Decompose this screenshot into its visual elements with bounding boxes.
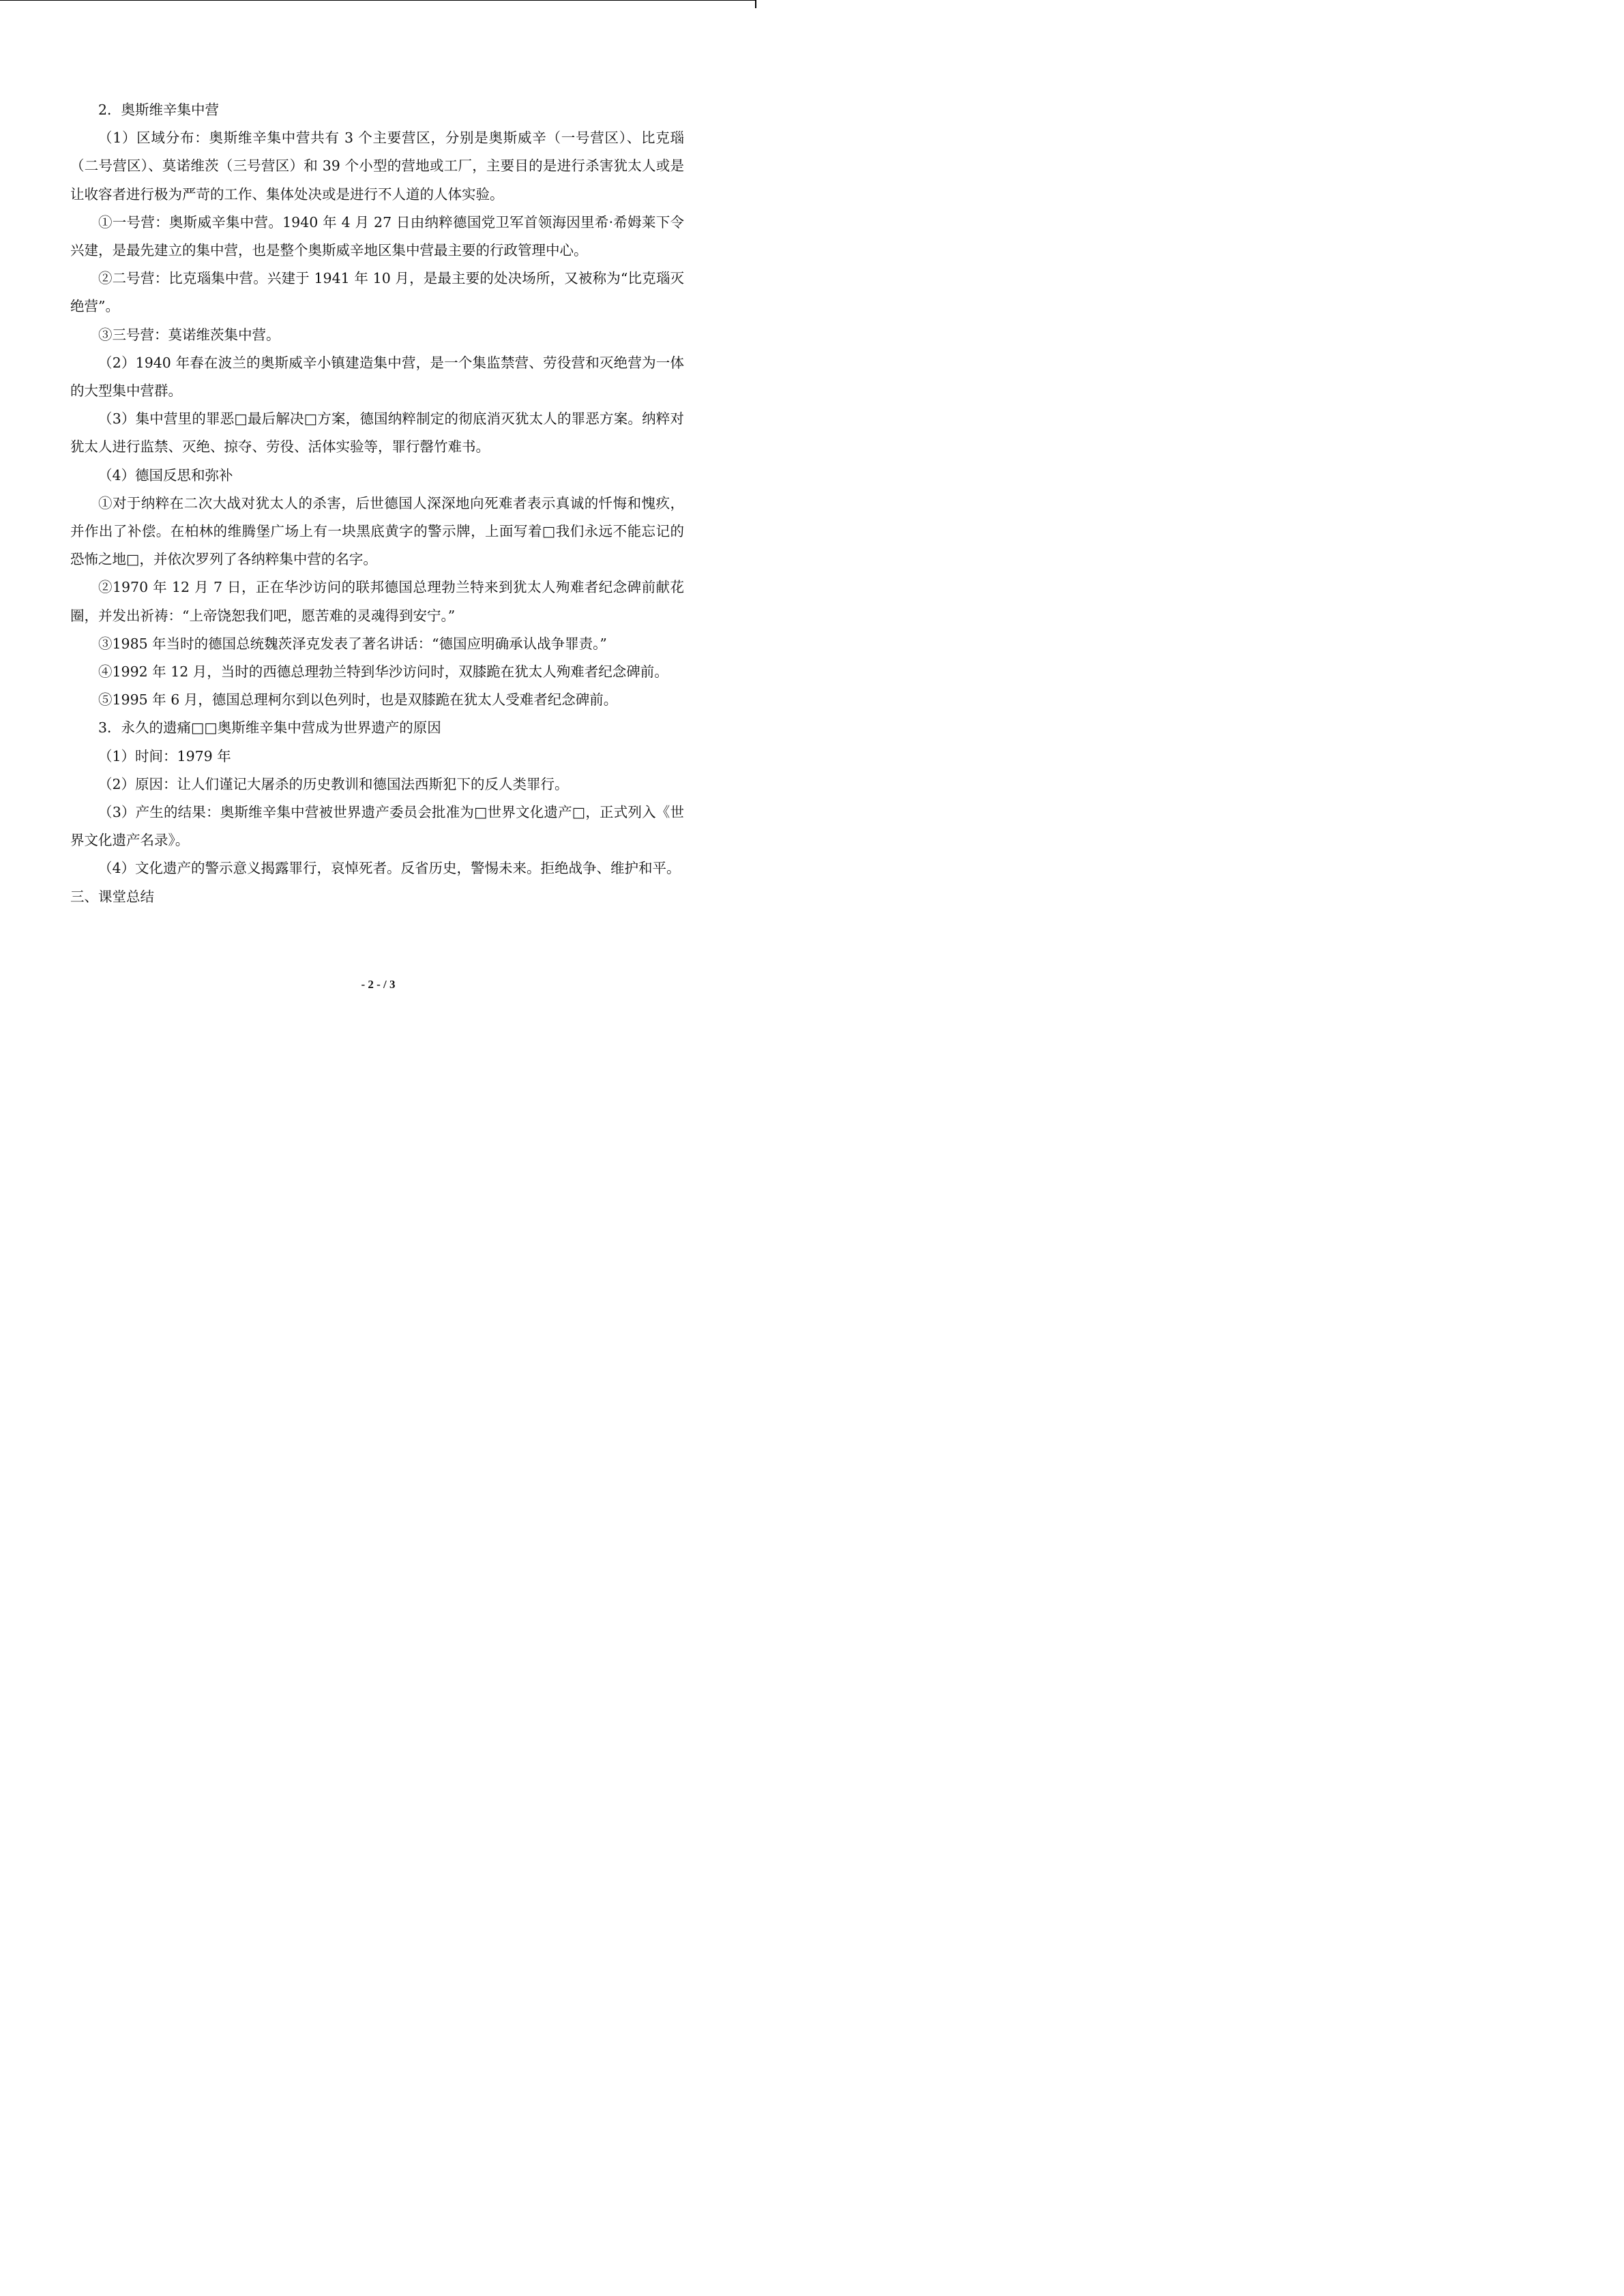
paragraph-heritage-result: （3）产生的结果：奥斯维辛集中营被世界遗产委员会批准为□世界文化遗产□，正式列入《世界文化遗产名录》。 <box>70 804 684 849</box>
paragraph-heritage-reason: （2）原因：让人们谨记大屠杀的历史教训和德国法西斯犯下的反人类罪行。 <box>98 775 569 792</box>
paragraph-heritage-time: （1）时间：1979 年 <box>98 747 231 764</box>
page-top-border <box>0 0 756 1</box>
heading-world-heritage: 3．永久的遗痛□□奥斯维辛集中营成为世界遗产的原因 <box>98 719 441 736</box>
paragraph-final-solution: （3）集中营里的罪恶□最后解决□方案，德国纳粹制定的彻底消灭犹太人的罪恶方案。纳粹对犹太人进行监禁、灭绝、掠夺、劳役、活体实验等，罪行罄竹难书。 <box>70 411 684 456</box>
heading-class-summary: 三、课堂总结 <box>70 888 154 905</box>
paragraph-1992: ④1992 年 12 月，当时的西德总理勃兰特到华沙访问时，双膝跪在犹太人殉难者纪念碑前。 <box>98 664 668 681</box>
paragraph-brandt-1970: ②1970 年 12 月 7 日，正在华沙访问的联邦德国总理勃兰特来到犹太人殉难者纪念碑前献花圈，并发出祈祷：“上帝饶恕我们吧，愿苦难的灵魂得到安宁。” <box>70 579 684 624</box>
paragraph-construction-1940: （2）1940 年春在波兰的奥斯威辛小镇建造集中营，是一个集监禁营、劳役营和灭绝营为一体的大型集中营群。 <box>70 354 684 400</box>
page-corner-mark <box>755 0 756 8</box>
document-body <box>70 96 684 911</box>
paragraph-weizsacker-1985: ③1985 年当时的德国总统魏茨泽克发表了著名讲话：“德国应明确承认战争罪责。” <box>98 635 607 652</box>
heading-auschwitz: 2．奥斯维辛集中营 <box>98 102 220 118</box>
paragraph-camp-one: ①一号营：奥斯威辛集中营。1940 年 4 月 27 日由纳粹德国党卫军首领海因里希·希姆莱下令兴建，是最先建立的集中营，也是整个奥斯威辛地区集中营最主要的行政管理中心。 <box>70 213 684 259</box>
paragraph-region-distribution: （1）区域分布：奥斯维辛集中营共有 3 个主要营区，分别是奥斯威辛（一号营区）、比克瑙（二号营区）、莫诺维茨（三号营区）和 39 个小型的营地或工厂，主要目的是进行杀害犹太人或是让收容者进行极为严苛的工作、集体处决或是进行不人道的人体实验。 <box>70 130 684 203</box>
heading-germany-reflection: （4）德国反思和弥补 <box>98 466 233 483</box>
paragraph-heritage-significance: （4）文化遗产的警示意义揭露罪行，哀悼死者。反省历史，警惕未来。拒绝战争、维护和平。 <box>98 860 681 877</box>
paragraph-camp-two: ②二号营：比克瑙集中营。兴建于 1941 年 10 月，是最主要的处决场所，又被称为“比克瑙灭绝营”。 <box>70 270 684 315</box>
paragraph-kohl-1995: ⑤1995 年 6 月，德国总理柯尔到以色列时，也是双膝跪在犹太人受难者纪念碑前。 <box>98 691 618 709</box>
paragraph-repentance: ①对于纳粹在二次大战对犹太人的杀害，后世德国人深深地向死难者表示真诚的忏悔和愧疚，并作出了补偿。在柏林的维腾堡广场上有一块黑底黄字的警示牌，上面写着□我们永远不能忘记的恐怖之地□，并依次罗列了各纳粹集中营的名字。 <box>70 494 684 568</box>
paragraph-camp-three: ③三号营：莫诺维茨集中营。 <box>98 326 280 343</box>
page-number: - 2 - / 3 <box>361 978 396 991</box>
